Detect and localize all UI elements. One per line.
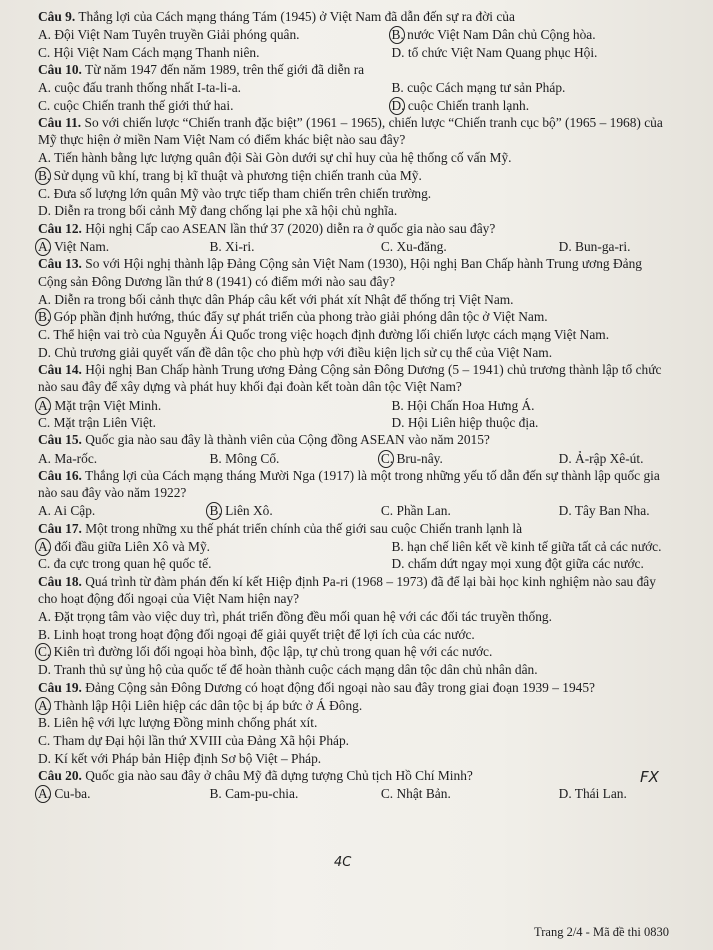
question-stem: [38, 431, 673, 448]
question-block: [38, 8, 673, 61]
answer-option-text: C. đa cực trong quan hệ quốc tế.: [38, 556, 212, 572]
answer-option[interactable]: [356, 414, 674, 431]
answer-option-text: B. Hội Chấn Hoa Hưng Á.: [391, 397, 535, 413]
answer-option[interactable]: [38, 697, 673, 715]
question-number: Câu 16.: [38, 468, 82, 484]
question-stem: [38, 114, 673, 148]
answer-option[interactable]: [209, 785, 380, 802]
answer-option-text: D. chấm dứt ngay mọi xung đột giữa các nước.: [391, 556, 644, 572]
answer-option[interactable]: [38, 185, 673, 203]
question-text: Quốc gia nào sau đây là thành viên của Cộng đồng ASEAN vào năm 2015?: [85, 432, 490, 448]
answer-option-text: D. Hội Liên hiệp thuộc địa.: [391, 415, 539, 431]
question-text: Từ năm 1947 đến năm 1989, trên thế giới đã diễn ra: [85, 62, 365, 78]
answer-option-text: A. Diễn ra trong bối cảnh thực dân Pháp câu kết với phát xít Nhật để thống trị Việt Nam.: [38, 291, 514, 307]
answer-option[interactable]: [38, 626, 673, 644]
question-text: Quốc gia nào sau đây ở châu Mỹ đã dựng tượng Chủ tịch Hồ Chí Minh?: [85, 768, 473, 784]
question-stem: [38, 361, 673, 395]
answer-option-text: B. Cam-pu-chia.: [209, 786, 299, 802]
page-footer: Trang 2/4 - Mã đề thi 0830: [534, 925, 669, 939]
answer-option-text: A. Ai Cập.: [38, 503, 96, 519]
question-block: [38, 61, 673, 114]
answer-option[interactable]: [209, 502, 380, 519]
answer-option-text: C. Mặt trận Liên Việt.: [38, 415, 156, 431]
option-row: [38, 785, 673, 802]
circled-answer-option-text: A. đối đầu giữa Liên Xô và Mỹ.: [38, 539, 211, 555]
circled-answer-option-text: A. Việt Nam.: [38, 239, 110, 255]
question-block: [38, 114, 673, 220]
option-row: [38, 414, 673, 431]
question-number: Câu 20.: [38, 768, 82, 784]
option-row: [38, 555, 673, 572]
question-number: Câu 15.: [38, 432, 82, 448]
answer-option-text: C. Tham dự Đại hội lần thứ XVIII của Đảng Xã hội Pháp.: [38, 733, 350, 749]
answer-option[interactable]: [381, 502, 559, 519]
answer-option[interactable]: [38, 308, 673, 326]
question-list: [38, 8, 673, 803]
answer-option[interactable]: [559, 238, 673, 255]
answer-option-text: A. Ma-rốc.: [38, 450, 98, 466]
answer-option[interactable]: [209, 450, 380, 467]
answer-option-text: D. Kí kết với Pháp bản Hiệp định Sơ bộ Việt – Pháp.: [38, 750, 322, 766]
answer-option[interactable]: [38, 555, 356, 572]
question-text: Hội nghị Ban Chấp hành Trung ương Đảng Cộng sản Đông Dương (5 – 1941) chủ trương thành lập tổ chức nào sau đây để xây dựng và phát huy khối đại đoàn kết toàn dân tộc Việt Nam?: [38, 362, 662, 395]
answer-option[interactable]: [356, 26, 674, 43]
question-block: [38, 220, 673, 256]
question-stem: [38, 8, 673, 25]
option-row: [38, 450, 673, 467]
answer-option-text: A. Đội Việt Nam Tuyên truyền Giải phóng quân.: [38, 27, 300, 43]
answer-option[interactable]: [38, 167, 673, 185]
answer-option-text: C. Đưa số lượng lớn quân Mỹ vào trực tiếp tham chiến trên chiến trường.: [38, 185, 432, 201]
answer-option-text: D. Tranh thủ sự ủng hộ của quốc tế để hoàn thành cuộc cách mạng dân tộc dân chủ nhân dân.: [38, 662, 538, 678]
answer-option[interactable]: [356, 97, 674, 114]
question-block: [38, 361, 673, 431]
answer-option[interactable]: [38, 202, 673, 220]
answer-option[interactable]: [38, 79, 356, 96]
question-text: Quá trình từ đàm phán đến kí kết Hiệp định Pa-ri (1968 – 1973) đã để lại bài học kinh nghiệm nào sau đây cho hoạt động đối ngoại của Việt Nam hiện nay?: [38, 573, 656, 607]
answer-option[interactable]: [381, 238, 559, 255]
circled-answer-option-text: A. Thành lập Hội Liên hiệp các dân tộc bị áp bức ở Á Đông.: [38, 697, 363, 713]
question-stem: [38, 255, 673, 289]
answer-option[interactable]: [559, 450, 673, 467]
answer-option[interactable]: [38, 414, 356, 431]
answer-option[interactable]: [381, 450, 559, 467]
answer-option[interactable]: [38, 326, 673, 344]
answer-option-text: D. Ả-rập Xê-út.: [558, 450, 644, 466]
answer-option[interactable]: [356, 79, 674, 96]
question-stem: [38, 467, 673, 501]
answer-option-text: D. Chủ trương giải quyết vấn đề dân tộc cho phù hợp với điều kiện lịch sử cụ thể của Việt Nam.: [38, 344, 553, 360]
circled-answer-option-text: D. cuộc Chiến tranh lạnh.: [391, 97, 530, 113]
question-block: [38, 520, 673, 573]
option-row: [38, 397, 673, 414]
circled-answer-option-text: B. nước Việt Nam Dân chủ Cộng hòa.: [391, 27, 596, 43]
answer-option[interactable]: [356, 397, 674, 414]
question-number: Câu 18.: [38, 573, 82, 589]
question-number: Câu 11.: [38, 115, 82, 131]
question-stem: [38, 767, 673, 784]
question-block: [38, 573, 673, 679]
question-stem: [38, 679, 673, 696]
answer-option-text: D. Diễn ra trong bối cảnh Mỹ đang chống lại phe xã hội chủ nghĩa.: [38, 203, 398, 219]
question-number: Câu 9.: [38, 9, 76, 24]
answer-option-text: D. Bun-ga-ri.: [558, 239, 631, 255]
question-stem: [38, 220, 673, 237]
question-number: Câu 10.: [38, 62, 82, 78]
handwritten-mark: FX: [640, 768, 659, 786]
answer-option[interactable]: [38, 26, 356, 43]
answer-option[interactable]: [38, 97, 356, 114]
question-stem: [38, 520, 673, 537]
question-block: [38, 431, 673, 467]
circled-answer-option-text: A. Cu-ba.: [38, 786, 91, 802]
answer-option[interactable]: [38, 661, 673, 679]
question-number: Câu 17.: [38, 520, 82, 536]
option-row: [38, 238, 673, 255]
answer-option[interactable]: [356, 44, 674, 61]
question-block: [38, 767, 673, 803]
answer-option-text: B. hạn chế liên kết về kinh tế giữa tất cả các nước.: [391, 539, 662, 555]
answer-option-text: B. Linh hoạt trong hoạt động đối ngoại để giải quyết triệt để lợi ích của các nước.: [38, 626, 475, 642]
question-block: [38, 679, 673, 768]
answer-option[interactable]: [38, 608, 673, 626]
answer-option-text: A. Đặt trọng tâm vào việc duy trì, phát triển đồng đều mối quan hệ với các đối tác truyền thống.: [38, 609, 552, 625]
answer-option[interactable]: [38, 643, 673, 661]
answer-option-text: D. tổ chức Việt Nam Quang phục Hội.: [391, 44, 598, 60]
answer-option[interactable]: [38, 732, 673, 750]
circled-answer-option-text: B. Góp phần định hướng, thúc đẩy sự phát triển của phong trào giải phóng dân tộc ở Việt Nam.: [38, 309, 548, 325]
question-text: So với Hội nghị thành lập Đảng Cộng sản Việt Nam (1930), Hội nghị Ban Chấp hành Trung ương Đảng Cộng sản Đông Dương lần thứ 8 (1941) có điểm mới nào sau đây?: [38, 256, 642, 289]
option-row: [38, 502, 673, 519]
answer-option[interactable]: [381, 785, 559, 802]
answer-option[interactable]: [38, 344, 673, 362]
question-text: Hội nghị Cấp cao ASEAN lần thứ 37 (2020) diễn ra ở quốc gia nào sau đây?: [85, 220, 496, 236]
circled-answer-option-text: C. Bru-nây.: [380, 450, 443, 466]
answer-option-text: B. Xi-ri.: [209, 239, 255, 255]
answer-option[interactable]: [38, 750, 673, 768]
answer-option[interactable]: [356, 555, 674, 572]
answer-option-text: C. Xu-đăng.: [380, 239, 447, 255]
answer-option-text: D. Tây Ban Nha.: [558, 503, 650, 519]
answer-option[interactable]: [38, 502, 209, 519]
answer-option[interactable]: [38, 714, 673, 732]
answer-option[interactable]: [356, 538, 674, 555]
answer-option-text: C. Nhật Bản.: [380, 786, 451, 802]
answer-option-text: A. cuộc đấu tranh thống nhất I-ta-li-a.: [38, 80, 242, 96]
answer-option-text: C. Thể hiện vai trò của Nguyễn Ái Quốc trong việc hoạch định đường lối chiến lược cách mạng Việt Nam.: [38, 327, 610, 343]
answer-option-text: B. Mông Cổ.: [209, 450, 280, 466]
answer-option[interactable]: [38, 44, 356, 61]
answer-option-text: C. cuộc Chiến tranh thế giới thứ hai.: [38, 97, 234, 113]
answer-option[interactable]: [38, 785, 209, 802]
question-stem: [38, 61, 673, 78]
question-number: Câu 12.: [38, 220, 82, 236]
circled-answer-option-text: C. Kiên trì đường lối đối ngoại hòa bình, độc lập, tự chủ trong quan hệ với các nước.: [38, 644, 493, 660]
question-text: Đảng Cộng sản Đông Dương có hoạt động đối ngoại nào sau đây trong giai đoạn 1939 – 1945?: [85, 679, 595, 695]
answer-option[interactable]: [38, 397, 356, 414]
option-row: [38, 26, 673, 43]
question-number: Câu 19.: [38, 679, 82, 695]
answer-option-text: B. Liên hệ với lực lượng Đồng minh chống phát xít.: [38, 715, 318, 731]
question-stem: [38, 573, 673, 607]
option-row: [38, 44, 673, 61]
handwritten-mark-2: 4C: [334, 855, 352, 870]
answer-option[interactable]: [209, 238, 380, 255]
question-text: Thắng lợi của Cách mạng tháng Tám (1945) ở Việt Nam đã dẫn đến sự ra đời của: [78, 9, 515, 24]
question-number: Câu 14.: [38, 362, 82, 378]
answer-option[interactable]: [38, 538, 356, 555]
question-block: [38, 255, 673, 361]
answer-option[interactable]: [38, 238, 209, 255]
answer-option[interactable]: [38, 450, 209, 467]
answer-option-text: C. Phần Lan.: [380, 503, 451, 519]
option-row: [38, 97, 673, 114]
question-text: So với chiến lược “Chiến tranh đặc biệt” (1961 – 1965), chiến lược “Chiến tranh cục bộ” (1965 – 1968) của Mỹ thực hiện ở miền Nam Việt Nam có điểm khác biệt nào sau đây?: [38, 115, 663, 148]
answer-option-text: C. Hội Việt Nam Cách mạng Thanh niên.: [38, 44, 260, 60]
answer-option[interactable]: [38, 149, 673, 167]
option-row: [38, 79, 673, 96]
question-block: [38, 467, 673, 520]
answer-option[interactable]: [38, 291, 673, 309]
question-text: Một trong những xu thế phát triển chính của thế giới sau cuộc Chiến tranh lạnh là: [85, 520, 523, 536]
answer-option[interactable]: [559, 502, 673, 519]
option-row: [38, 538, 673, 555]
question-number: Câu 13.: [38, 256, 82, 272]
answer-option-text: A. Tiến hành bằng lực lượng quân đội Sài Gòn dưới sự chỉ huy của hệ thống cố vấn Mỹ.: [38, 150, 512, 166]
answer-option[interactable]: [559, 785, 673, 802]
answer-option-text: B. cuộc Cách mạng tư sản Pháp.: [391, 80, 566, 96]
circled-answer-option-text: B. Sử dụng vũ khí, trang bị kĩ thuật và phương tiện chiến tranh của Mỹ.: [38, 168, 422, 184]
question-text: Thắng lợi của Cách mạng tháng Mười Nga (1917) là một trong những yếu tố dẫn đến sự thành lập quốc gia nào sau đây vào năm 1922?: [38, 468, 660, 501]
circled-answer-option-text: A. Mặt trận Việt Minh.: [38, 397, 162, 413]
circled-answer-option-text: B. Liên Xô.: [209, 503, 273, 519]
answer-option-text: D. Thái Lan.: [558, 786, 627, 802]
